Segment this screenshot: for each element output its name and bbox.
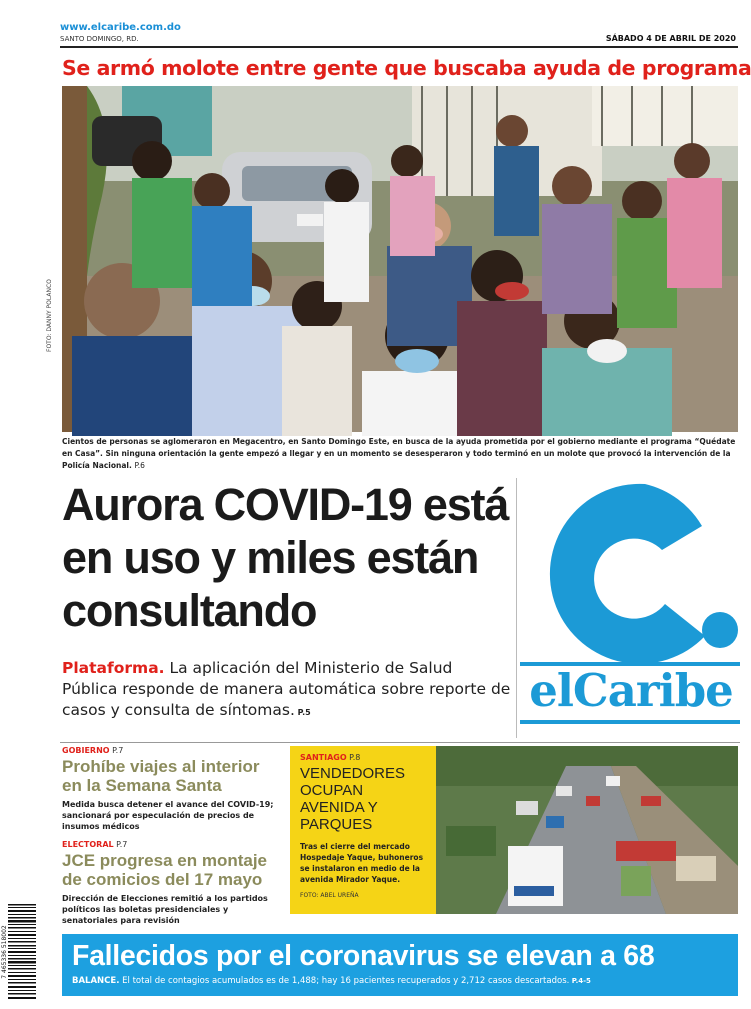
top-story-headline[interactable]: Se armó molote entre gente que buscaba ayuda de programa — [62, 56, 751, 80]
lead-story-deck — [62, 658, 512, 723]
brief-gobierno[interactable] — [62, 746, 282, 832]
brief-body: Dirección de Elecciones remitió a los partidos políticos las boletas presidenciales y senatoriales para revisión — [62, 894, 268, 925]
column-divider — [516, 478, 517, 738]
brief-section — [62, 746, 282, 755]
brief-page: P.7 — [113, 840, 128, 849]
crowd-photo-illustration — [62, 86, 738, 432]
santiago-story[interactable] — [290, 746, 436, 914]
lead-story-kicker: Plataforma. — [62, 659, 165, 677]
bottom-deck-text: El total de contagios acumulados es de 1,488; hay 16 pacientes recuperados y 2,712 casos descartados. — [119, 976, 570, 986]
santiago-section-label: SANTIAGO — [300, 753, 347, 762]
masthead-url[interactable]: www.elcaribe.com.do — [60, 22, 181, 33]
caption-text: Cientos de personas se aglomeraron en Megacentro, en Santo Domingo Este, en busca de la ayuda prometida por el gobierno mediante el programa “Quédate en Casa”. Sin ninguna orientación la gente empezó a llegar y en un momento se desesperaron y todo terminó en un molote que provocó la intervención de la Policía Nacional. — [62, 437, 736, 470]
barcode — [1, 902, 40, 1002]
bottom-headline: Fallecidos por el coronavirus se elevan a 68 — [72, 940, 655, 972]
brief-section — [62, 840, 282, 849]
lead-story-page: P.5 — [294, 708, 311, 717]
santiago-title: VENDEDORES OCUPAN AVENIDA Y PARQUES — [300, 765, 406, 833]
masthead-city: SANTO DOMINGO, RD. — [60, 35, 139, 43]
santiago-photo — [436, 746, 738, 914]
lead-story-deck-text: La aplicación del Ministerio de Salud Pública responde de manera automática sobre reporte de casos y consulta de síntomas. — [62, 659, 511, 719]
bottom-banner[interactable] — [62, 934, 738, 996]
brief-section-label: GOBIERNO — [62, 746, 110, 755]
santiago-body: Tras el cierre del mercado Hospedaje Yaque, buhoneros se instalaron en medio de la avenida Mirador Yaque. — [300, 842, 424, 884]
issue-date: SÁBADO 4 DE ABRIL DE 2020 — [605, 34, 736, 43]
santiago-page: P.8 — [346, 753, 361, 762]
brief-title: JCE progresa en montaje de comicios del 17 mayo — [62, 851, 268, 889]
brief-section-label: ELECTORAL — [62, 840, 114, 849]
market-photo-illustration — [436, 746, 738, 914]
caption-page: P.6 — [134, 461, 145, 470]
masthead-rule — [60, 46, 738, 48]
brief-electoral[interactable] — [62, 840, 282, 926]
logo-bar-bottom — [520, 720, 740, 724]
bottom-kicker: BALANCE. — [72, 976, 120, 986]
lead-story-headline[interactable]: Aurora COVID-19 está en uso y miles están consultando — [62, 479, 509, 636]
section-rule — [60, 742, 740, 743]
bottom-deck — [72, 976, 591, 986]
brief-page: P.7 — [109, 746, 124, 755]
brief-body: Medida busca detener el avance del COVID-19; sancionará por especulación de precios de insumos médicos — [62, 800, 274, 831]
top-story-caption — [62, 436, 738, 472]
top-story-photo — [62, 86, 738, 432]
elcaribe-logo-wordmark: elCaribe — [529, 664, 733, 717]
santiago-photo-credit: FOTO: ABEL UREÑA — [300, 892, 359, 899]
bottom-page: P.4-5 — [569, 977, 591, 985]
brief-title: Prohíbe viajes al interior en la Semana Santa — [62, 757, 260, 795]
barcode-digits: 7 465336 518002 — [1, 925, 8, 979]
top-story-photo-credit: FOTO: DANNY POLANCO — [46, 279, 53, 352]
santiago-section — [300, 753, 426, 762]
